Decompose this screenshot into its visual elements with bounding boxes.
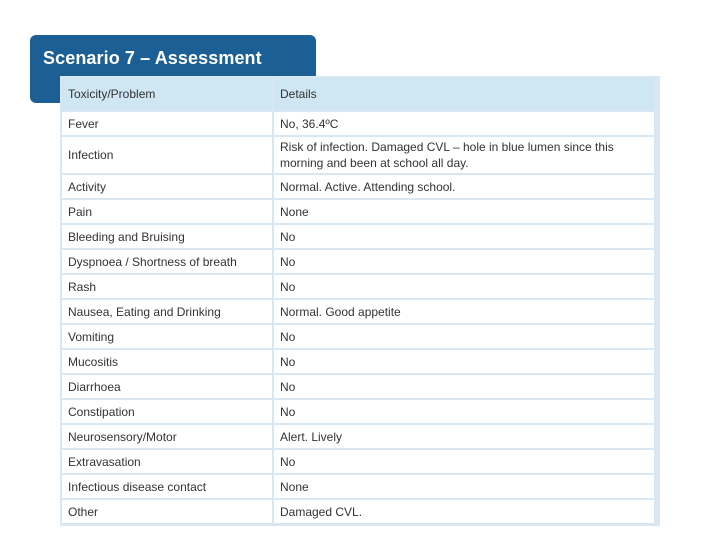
table-row — [62, 325, 654, 350]
details-cell: No — [274, 350, 654, 375]
details-cell: Normal. Good appetite — [274, 300, 654, 325]
details-cell: Risk of infection. Damaged CVL – hole in blue lumen since this morning and been at school all day. — [274, 137, 654, 175]
details-cell: None — [274, 200, 654, 225]
table-row — [62, 425, 654, 450]
assessment-table — [60, 78, 656, 525]
table-header-row — [62, 78, 654, 112]
problem-cell: Other — [62, 500, 272, 525]
details-cell: No — [274, 400, 654, 425]
problem-cell: Activity — [62, 175, 272, 200]
details-cell: No — [274, 450, 654, 475]
table-row — [62, 175, 654, 200]
table-row — [62, 500, 654, 525]
table-row — [62, 275, 654, 300]
problem-cell: Dyspnoea / Shortness of breath — [62, 250, 272, 275]
problem-cell: Pain — [62, 200, 272, 225]
table-row — [62, 200, 654, 225]
table-row — [62, 137, 654, 175]
slide-title: Scenario 7 – Assessment — [43, 48, 262, 68]
details-cell: No — [274, 250, 654, 275]
details-cell: Alert. Lively — [274, 425, 654, 450]
table-row — [62, 300, 654, 325]
table-row — [62, 375, 654, 400]
table-row — [62, 250, 654, 275]
column-header-problem: Toxicity/Problem — [62, 78, 272, 112]
problem-cell: Neurosensory/Motor — [62, 425, 272, 450]
problem-cell: Infection — [62, 137, 272, 175]
problem-cell: Rash — [62, 275, 272, 300]
details-cell: No — [274, 225, 654, 250]
table-row — [62, 350, 654, 375]
table-row — [62, 400, 654, 425]
column-header-details: Details — [274, 78, 654, 112]
problem-cell: Infectious disease contact — [62, 475, 272, 500]
problem-cell: Constipation — [62, 400, 272, 425]
problem-cell: Vomiting — [62, 325, 272, 350]
table-row — [62, 450, 654, 475]
assessment-table-container — [60, 76, 660, 526]
problem-cell: Bleeding and Bruising — [62, 225, 272, 250]
details-cell: Damaged CVL. — [274, 500, 654, 525]
details-cell: Normal. Active. Attending school. — [274, 175, 654, 200]
problem-cell: Extravasation — [62, 450, 272, 475]
details-cell: No, 36.4ºC — [274, 112, 654, 137]
problem-cell: Mucositis — [62, 350, 272, 375]
problem-cell: Nausea, Eating and Drinking — [62, 300, 272, 325]
details-cell: No — [274, 325, 654, 350]
problem-cell: Fever — [62, 112, 272, 137]
details-cell: No — [274, 275, 654, 300]
problem-cell: Diarrhoea — [62, 375, 272, 400]
table-row — [62, 112, 654, 137]
table-row — [62, 225, 654, 250]
table-row — [62, 475, 654, 500]
details-cell: None — [274, 475, 654, 500]
details-cell: No — [274, 375, 654, 400]
